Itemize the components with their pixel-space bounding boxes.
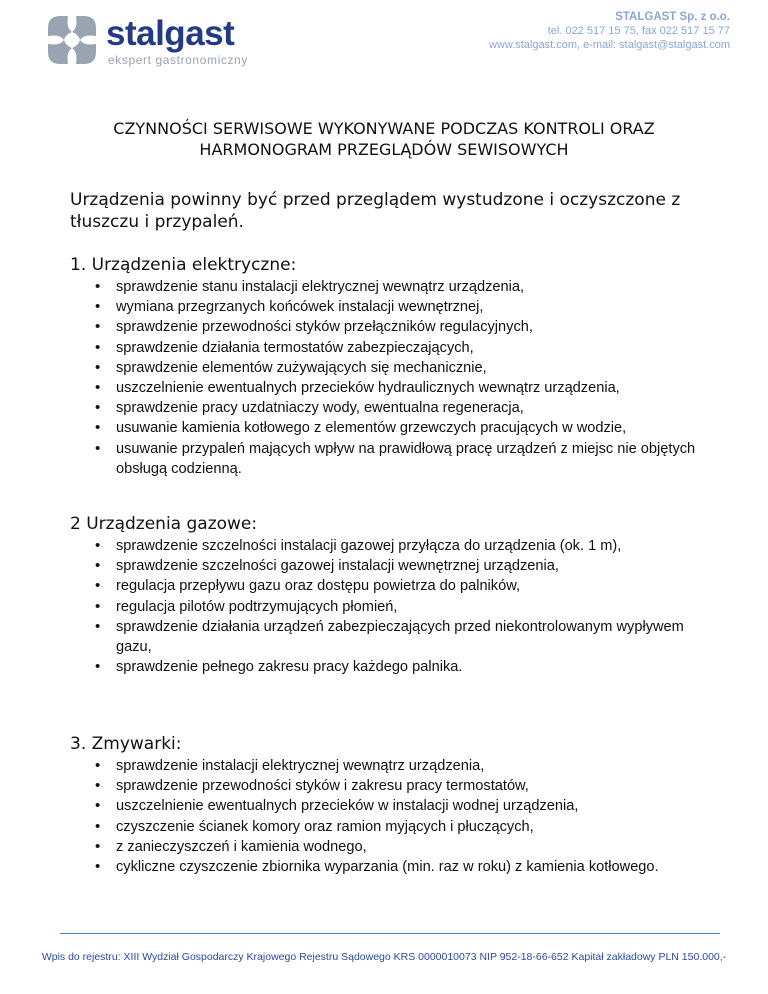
bullet-icon: • bbox=[95, 338, 101, 356]
list-item: • usuwanie kamienia kotłowego z elementów grzewczych pracujących w wodzie, bbox=[70, 418, 720, 438]
bullet-icon: • bbox=[95, 597, 101, 615]
section-heading-electric: 1. Urządzenia elektryczne: bbox=[70, 255, 297, 275]
bullet-icon: • bbox=[95, 617, 101, 635]
section-list-electric bbox=[70, 277, 720, 479]
logo-mark-icon bbox=[46, 14, 98, 66]
list-item: • regulacja przepływu gazu oraz dostępu powietrza do palników, bbox=[70, 576, 720, 596]
bullet-icon: • bbox=[95, 278, 101, 295]
bullet-icon: • bbox=[95, 577, 101, 595]
section-list-gas bbox=[70, 536, 720, 677]
bullet-icon: • bbox=[95, 298, 101, 316]
bullet-icon: • bbox=[95, 419, 101, 437]
list-item: • z zanieczyszczeń i kamienia wodnego, bbox=[70, 837, 720, 857]
document-title bbox=[60, 118, 708, 160]
intro-paragraph: Urządzenia powinny być przed przeglądem wystudzone i oczyszczone z tłuszczu i przypaleń. bbox=[70, 190, 681, 232]
bullet-icon: • bbox=[95, 837, 101, 855]
company-phone: tel. 022 517 15 75, fax 022 517 15 77 bbox=[547, 25, 730, 37]
section-heading-dishwashers: 3. Zmywarki: bbox=[70, 734, 182, 754]
list-item: • sprawdzenie działania termostatów zabezpieczających, bbox=[70, 338, 720, 358]
bullet-icon: • bbox=[95, 379, 101, 397]
list-item: • regulacja pilotów podtrzymujących płomień, bbox=[70, 597, 720, 617]
bullet-icon: • bbox=[95, 797, 101, 815]
footer-divider bbox=[60, 933, 720, 934]
list-item: • sprawdzenie pracy uzdatniaczy wody, ewentualna regeneracja, bbox=[70, 398, 720, 418]
bullet-icon: • bbox=[95, 757, 101, 774]
list-item: • sprawdzenie szczelności gazowej instalacji wewnętrznej urządzenia, bbox=[70, 556, 720, 576]
list-item: • cykliczne czyszczenie zbiornika wyparzania (min. raz w roku) z kamienia kotłowego. bbox=[70, 857, 720, 877]
section-list-dishwashers bbox=[70, 756, 720, 877]
company-info bbox=[489, 10, 730, 52]
footer-registration: Wpis do rejestru: XIII Wydział Gospodarczy Krajowego Rejestru Sądowego KRS 0000010073 NIP 952-18-66-652 Kapitał zakładowy PLN 150.000,- bbox=[41, 951, 727, 963]
bullet-icon: • bbox=[95, 817, 101, 835]
bullet-icon: • bbox=[95, 557, 101, 575]
list-item: • usuwanie przypaleń mających wpływ na prawidłową pracę urządzeń z miejsc nie objętych obsługą codzienną. bbox=[95, 439, 696, 477]
company-name: STALGAST Sp. z o.o. bbox=[615, 11, 730, 23]
bullet-icon: • bbox=[95, 537, 101, 554]
section-heading-gas: 2 Urządzenia gazowe: bbox=[70, 514, 258, 534]
brand-name: stalgast bbox=[106, 14, 235, 53]
brand-tagline: ekspert gastronomiczny bbox=[108, 53, 248, 67]
list-item: • sprawdzenie działania urządzeń zabezpieczających przed niekontrolowanym wypływem gazu, bbox=[95, 617, 684, 656]
bullet-icon: • bbox=[95, 318, 101, 336]
bullet-icon: • bbox=[95, 858, 101, 876]
list-item: • wymiana przegrzanych końcówek instalacji wewnętrznej, bbox=[70, 297, 720, 317]
list-item: • czyszczenie ścianek komory oraz ramion myjących i płuczących, bbox=[70, 817, 720, 837]
bullet-icon: • bbox=[95, 658, 101, 676]
bullet-icon: • bbox=[95, 777, 101, 795]
list-item: • sprawdzenie stanu instalacji elektrycznej wewnątrz urządzenia, bbox=[70, 277, 720, 297]
bullet-icon: • bbox=[95, 358, 101, 376]
title-line-1: CZYNNOŚCI SERWISOWE WYKONYWANE PODCZAS KONTROLI ORAZ bbox=[113, 119, 655, 138]
bullet-icon: • bbox=[95, 399, 101, 417]
list-item: • sprawdzenie elementów zużywających się mechanicznie, bbox=[70, 358, 720, 378]
list-item: • sprawdzenie przewodności styków i zakresu pracy termostatów, bbox=[70, 776, 720, 796]
list-item: • sprawdzenie pełnego zakresu pracy każdego palnika. bbox=[70, 657, 720, 677]
company-logo bbox=[46, 14, 256, 70]
title-line-2: HARMONOGRAM PRZEGLĄDÓW SEWISOWYCH bbox=[199, 140, 569, 159]
list-item: • uszczelnienie ewentualnych przecieków w instalacji wodnej urządzenia, bbox=[70, 796, 720, 816]
list-item: • sprawdzenie przewodności styków przełączników regulacyjnych, bbox=[70, 317, 720, 337]
list-item: • uszczelnienie ewentualnych przecieków hydraulicznych wewnątrz urządzenia, bbox=[70, 378, 720, 398]
bullet-icon: • bbox=[95, 439, 101, 457]
company-contact: www.stalgast.com, e-mail: stalgast@stalgast.com bbox=[488, 39, 730, 51]
list-item: • sprawdzenie szczelności instalacji gazowej przyłącza do urządzenia (ok. 1 m), bbox=[70, 536, 720, 556]
list-item: • sprawdzenie instalacji elektrycznej wewnątrz urządzenia, bbox=[70, 756, 720, 776]
